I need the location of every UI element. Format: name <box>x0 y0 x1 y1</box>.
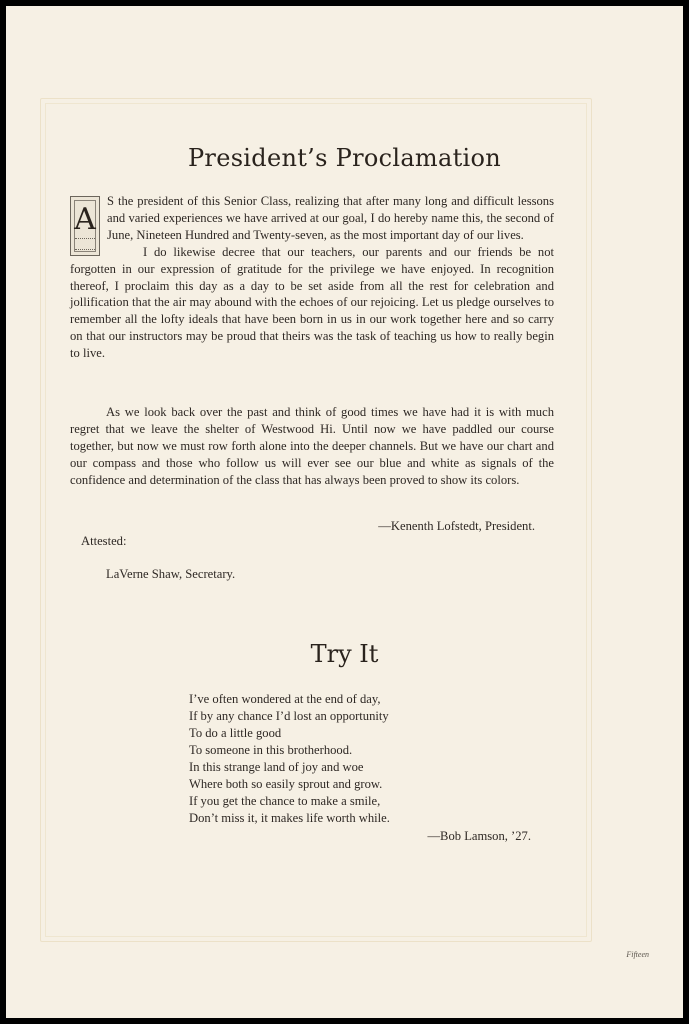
president-signature: —Kenenth Lofstedt, President. <box>378 519 535 533</box>
attested-label: Attested: <box>81 534 127 548</box>
poem-line: To someone in this brotherhood. <box>189 743 353 757</box>
poem-line: In this strange land of joy and woe <box>189 760 364 774</box>
secretary-signature: LaVerne Shaw, Secretary. <box>106 567 236 581</box>
page-number: Fifteen <box>626 950 649 959</box>
proclamation-title: President’s Proclamation <box>187 144 502 172</box>
poem-line: If you get the chance to make a smile, <box>189 794 381 808</box>
drop-cap-ornament <box>70 196 100 256</box>
poem-body <box>189 691 390 827</box>
poem-signature: —Bob Lamson, ’27. <box>427 829 531 843</box>
drop-cap-letter: A <box>74 202 96 237</box>
poem-line: Don’t miss it, it makes life worth while. <box>189 811 390 825</box>
poem-line: To do a little good <box>189 726 282 740</box>
poem-line: If by any chance I’d lost an opportunity <box>189 709 389 723</box>
page <box>6 6 683 1018</box>
poem-line: Where both so easily sprout and grow. <box>189 777 383 791</box>
proclamation-continuation: I do likewise decree that our teachers, our parents and our friends be not forgotten in our expression of gratitude for the privilege we have enjoyed. In recognition thereof, I proclaim this day as a day to be set aside from all the rest for celebration and jollification that the air may abound with the echoes of our rejoicing. Let us pledge ourselves to remember all the lofty ideals that have been born in us in our work together here and so carry on that our instructors may be proud that theirs was the task of teaching us how to really begin to live. <box>70 244 554 361</box>
proclamation-paragraph-2: As we look back over the past and think of good times we have had it is with much regret that we leave the shelter of Westwood Hi. Until now we have paddled our course together, but now we must row forth alone into the deeper channels. But we have our chart and our compass and those who follow us will ever see our blue and white as signals of the confidence and determination of the class that has always been proved to show its colors. <box>70 405 554 487</box>
poem-title: Try It <box>310 640 379 668</box>
proclamation-lead-text: S the president of this Senior Class, realizing that after many long and difficult lessons and varied experiences we have arrived at our goal, I do hereby name this, the second of June, Nineteen Hundred and Twenty-seven, as the most important day of our lives. <box>107 194 554 242</box>
poem-line: I’ve often wondered at the end of day, <box>189 692 381 706</box>
proclamation-paragraph-1 <box>70 193 554 362</box>
